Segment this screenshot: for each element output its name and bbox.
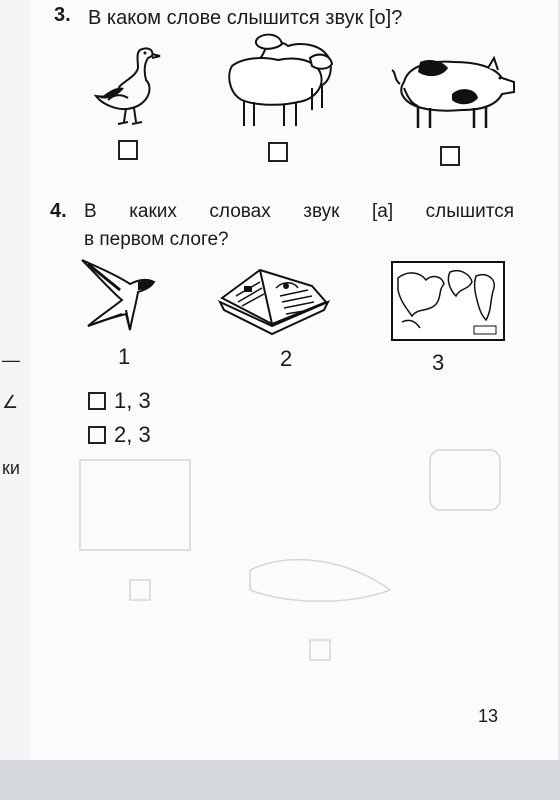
- answer-option-1-checkbox[interactable]: [88, 392, 106, 410]
- question-4-line-2: в первом слоге?: [84, 229, 229, 250]
- sheep-icon: [222, 30, 352, 130]
- picture-label-3: 3: [432, 350, 445, 375]
- answer-option-2[interactable]: [88, 422, 151, 448]
- question-4-line-1: В каких словах звук [а] слышится: [84, 201, 514, 222]
- answer-option-1-label: 1, 3: [114, 388, 151, 413]
- show-through-illustrations: [50, 440, 530, 670]
- pig-checkbox[interactable]: [440, 146, 460, 166]
- map-icon: [390, 260, 506, 342]
- question-3-text: В каком слове слышится звук [о]?: [88, 7, 403, 29]
- answer-option-1[interactable]: [88, 388, 151, 414]
- margin-slash: ∠: [2, 392, 19, 412]
- margin-text: ки: [2, 458, 20, 478]
- workbook-page: [30, 0, 558, 760]
- question-3-number: 3.: [54, 4, 71, 26]
- picture-label-1: 1: [118, 344, 131, 369]
- goose-icon: [88, 42, 168, 132]
- answer-option-2-label: 2, 3: [114, 422, 151, 447]
- pig-icon: [390, 48, 520, 133]
- answer-option-2-checkbox[interactable]: [88, 426, 106, 444]
- scan-bottom-shadow: [0, 760, 560, 800]
- goose-checkbox[interactable]: [118, 140, 138, 160]
- swallow-icon: [80, 254, 160, 334]
- sheep-checkbox[interactable]: [268, 142, 288, 162]
- question-4-number: 4.: [50, 200, 67, 222]
- page-number: 13: [478, 706, 499, 726]
- picture-label-2: 2: [280, 346, 293, 371]
- margin-dash: —: [2, 350, 20, 370]
- book-icon: [216, 262, 332, 338]
